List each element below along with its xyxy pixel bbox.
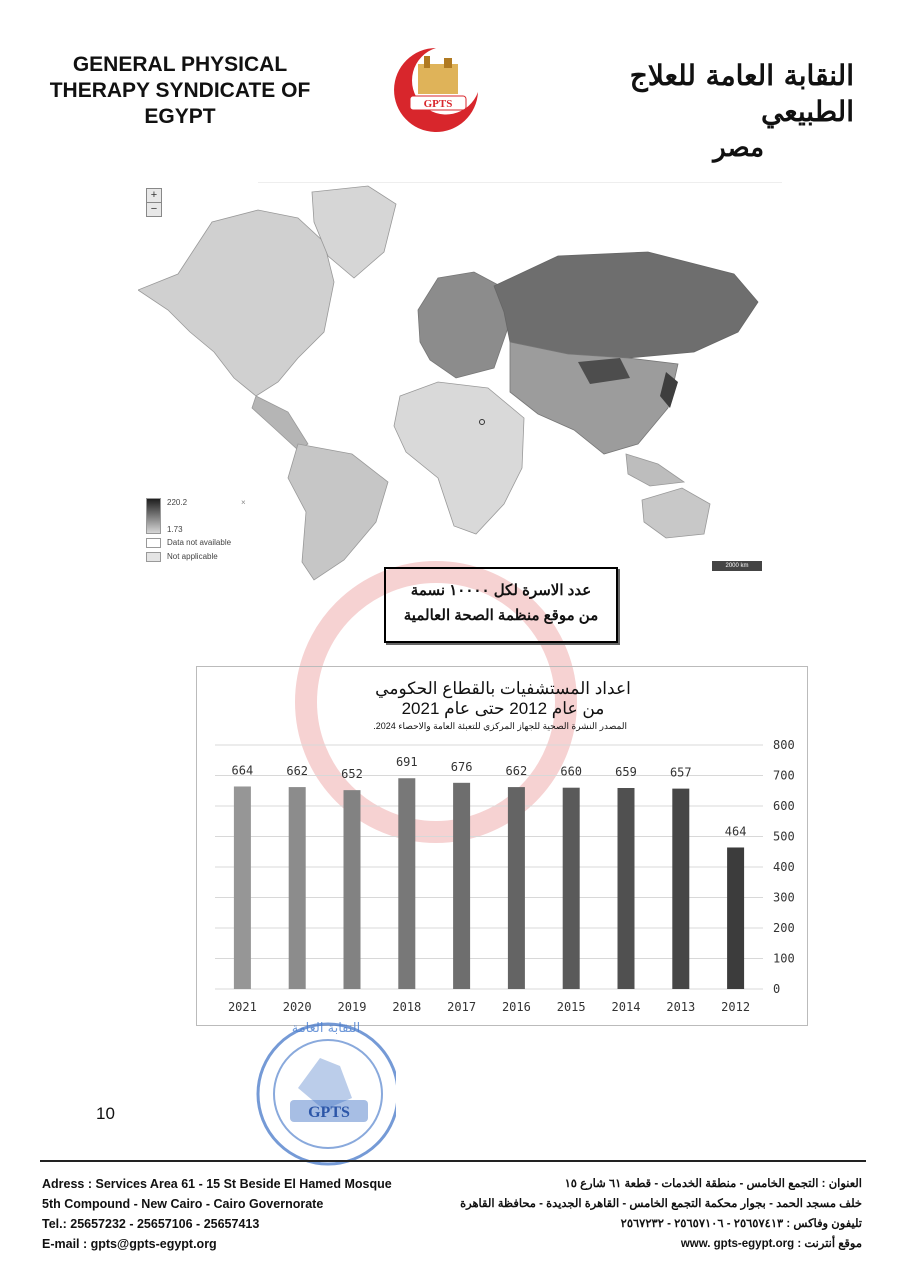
chart-x-tick-label: 2019 (337, 1000, 367, 1014)
chart-y-tick-label: 300 (773, 890, 795, 905)
map-legend (146, 498, 246, 562)
chart-bar (289, 787, 306, 989)
page-number: 10 (96, 1104, 115, 1123)
chart-x-tick-label: 2012 (721, 1000, 751, 1014)
chart-data-label: 664 (231, 763, 254, 778)
chart-title-line-1: اعداد المستشفيات بالقطاع الحكومي (375, 679, 631, 698)
footer-ar-address: العنوان : التجمع الخامس - منطقة الخدمات - قطعة ٦١ شارع ١٥ (564, 1178, 862, 1190)
map-africa (394, 382, 524, 534)
header-english-title (30, 52, 330, 130)
chart-y-tick-label: 0 (773, 982, 781, 996)
legend-label-not-available: Data not available (167, 538, 232, 547)
legend-row-not-applicable (146, 551, 246, 562)
footer-en-district: 5th Compound - New Cairo - Cairo Governorate (42, 1197, 324, 1211)
legend-max: 220.2 (167, 498, 188, 507)
map-north-america (138, 210, 334, 396)
header-english-line-3: EGYPT (144, 105, 216, 128)
chart-y-tick-label: 400 (773, 860, 795, 874)
map-australia (642, 488, 710, 538)
legend-label-not-applicable: Not applicable (167, 552, 218, 561)
chart-bar (398, 778, 415, 989)
map-central-america (252, 396, 308, 450)
stamp-arc-text: النقابة العامة (291, 1021, 361, 1036)
legend-min: 1.73 (167, 525, 183, 534)
map-southeast-asia (626, 454, 684, 486)
chart-data-label: 464 (724, 824, 747, 839)
syndicate-stamp (228, 1018, 396, 1176)
legend-gradient (146, 498, 161, 534)
chart-x-tick-label: 2017 (447, 1000, 477, 1014)
hospitals-chart-panel (196, 666, 808, 1026)
footer-ar-district: خلف مسجد الحمد - بجوار محكمة التجمع الخامس - القاهرة الجديدة - محافظة القاهرة (460, 1198, 862, 1210)
chart-source-note: المصدر النشرة الصحية للجهاز المركزي للتعبئة العامة والاحصاء 2024. (373, 721, 627, 731)
map-scale-bar: 2000 km (712, 561, 762, 571)
header-arabic-country: مصر (713, 133, 764, 163)
footer-english (42, 1174, 392, 1254)
gpts-logo (388, 42, 484, 134)
chart-bar (618, 788, 635, 989)
caption-line-2: من موقع منظمة الصحة العالمية (403, 607, 599, 624)
chart-bar (344, 790, 361, 989)
map-zoom-out-button[interactable]: − (146, 202, 162, 217)
chart-data-label: 652 (341, 767, 363, 782)
chart-x-tick-label: 2014 (611, 1000, 641, 1014)
chart-x-tick-label: 2020 (282, 1000, 312, 1014)
legend-swatch-white (146, 538, 161, 548)
header-arabic-name: النقابة العامة للعلاج الطبيعي (629, 59, 854, 128)
legend-close-icon[interactable]: × (241, 498, 246, 507)
chart-data-label: 660 (560, 764, 583, 779)
chart-bar (727, 847, 744, 989)
chart-x-tick-label: 2013 (666, 1000, 696, 1014)
hospitals-bar-chart (197, 667, 807, 1025)
chart-y-tick-label: 800 (773, 738, 795, 752)
chart-data-label: 676 (450, 759, 473, 774)
header-arabic-title (534, 58, 854, 166)
chart-data-label: 659 (615, 765, 637, 780)
footer-divider (40, 1160, 866, 1162)
footer-en-phone: Tel.: 25657232 - 25657106 - 25657413 (42, 1217, 260, 1231)
chart-x-tick-label: 2021 (227, 1000, 257, 1014)
chart-y-tick-label: 100 (773, 951, 795, 966)
footer-ar-website[interactable]: موقع أنترنت : www. gpts-egypt.org (680, 1238, 862, 1250)
chart-data-label: 662 (286, 764, 309, 779)
chart-bar (672, 789, 689, 989)
logo-text: GPTS (423, 98, 453, 110)
chart-bar (453, 783, 470, 989)
map-asia (510, 342, 678, 454)
header-english-line-1: GENERAL PHYSICAL (72, 53, 288, 76)
caption-line-1: عدد الاسرة لكل ١٠٠٠٠ نسمة (410, 582, 592, 599)
chart-y-tick-label: 500 (773, 829, 795, 844)
chart-y-tick-label: 700 (773, 768, 795, 783)
map-russia (494, 252, 758, 358)
chart-data-label: 691 (395, 755, 418, 770)
footer-en-email[interactable]: E-mail : gpts@gpts-egypt.org (42, 1237, 217, 1251)
legend-swatch-grey (146, 552, 161, 562)
map-zoom-in-button[interactable]: + (146, 188, 162, 203)
stamp-text: GPTS (308, 1104, 350, 1121)
chart-data-label: 662 (505, 764, 528, 779)
chart-y-tick-label: 600 (773, 799, 795, 813)
map-caption-box (384, 567, 618, 643)
chart-title-line-2: من عام 2012 حتى عام 2021 (401, 699, 605, 718)
chart-x-tick-label: 2016 (501, 1000, 531, 1014)
footer-en-address: Adress : Services Area 61 - 15 St Beside El Hamed Mosque (42, 1177, 392, 1191)
footer-arabic (460, 1174, 862, 1254)
chart-bar (508, 787, 525, 989)
footer-ar-phone: تليفون وفاكس : ٢٥٦٥٧٤١٣ - ٢٥٦٥٧١٠٦ - ٢٥٦٧٢٣٢ (620, 1218, 862, 1230)
legend-row-not-available (146, 537, 246, 548)
chart-bar (563, 788, 580, 989)
chart-data-label: 657 (669, 765, 692, 780)
chart-x-tick-label: 2018 (392, 1000, 422, 1014)
chart-y-tick-label: 200 (773, 921, 795, 935)
map-south-america (288, 444, 388, 580)
chart-x-tick-label: 2015 (556, 1000, 586, 1014)
header-english-line-2: THERAPY SYNDICATE OF (49, 79, 311, 102)
chart-bar (234, 786, 251, 989)
